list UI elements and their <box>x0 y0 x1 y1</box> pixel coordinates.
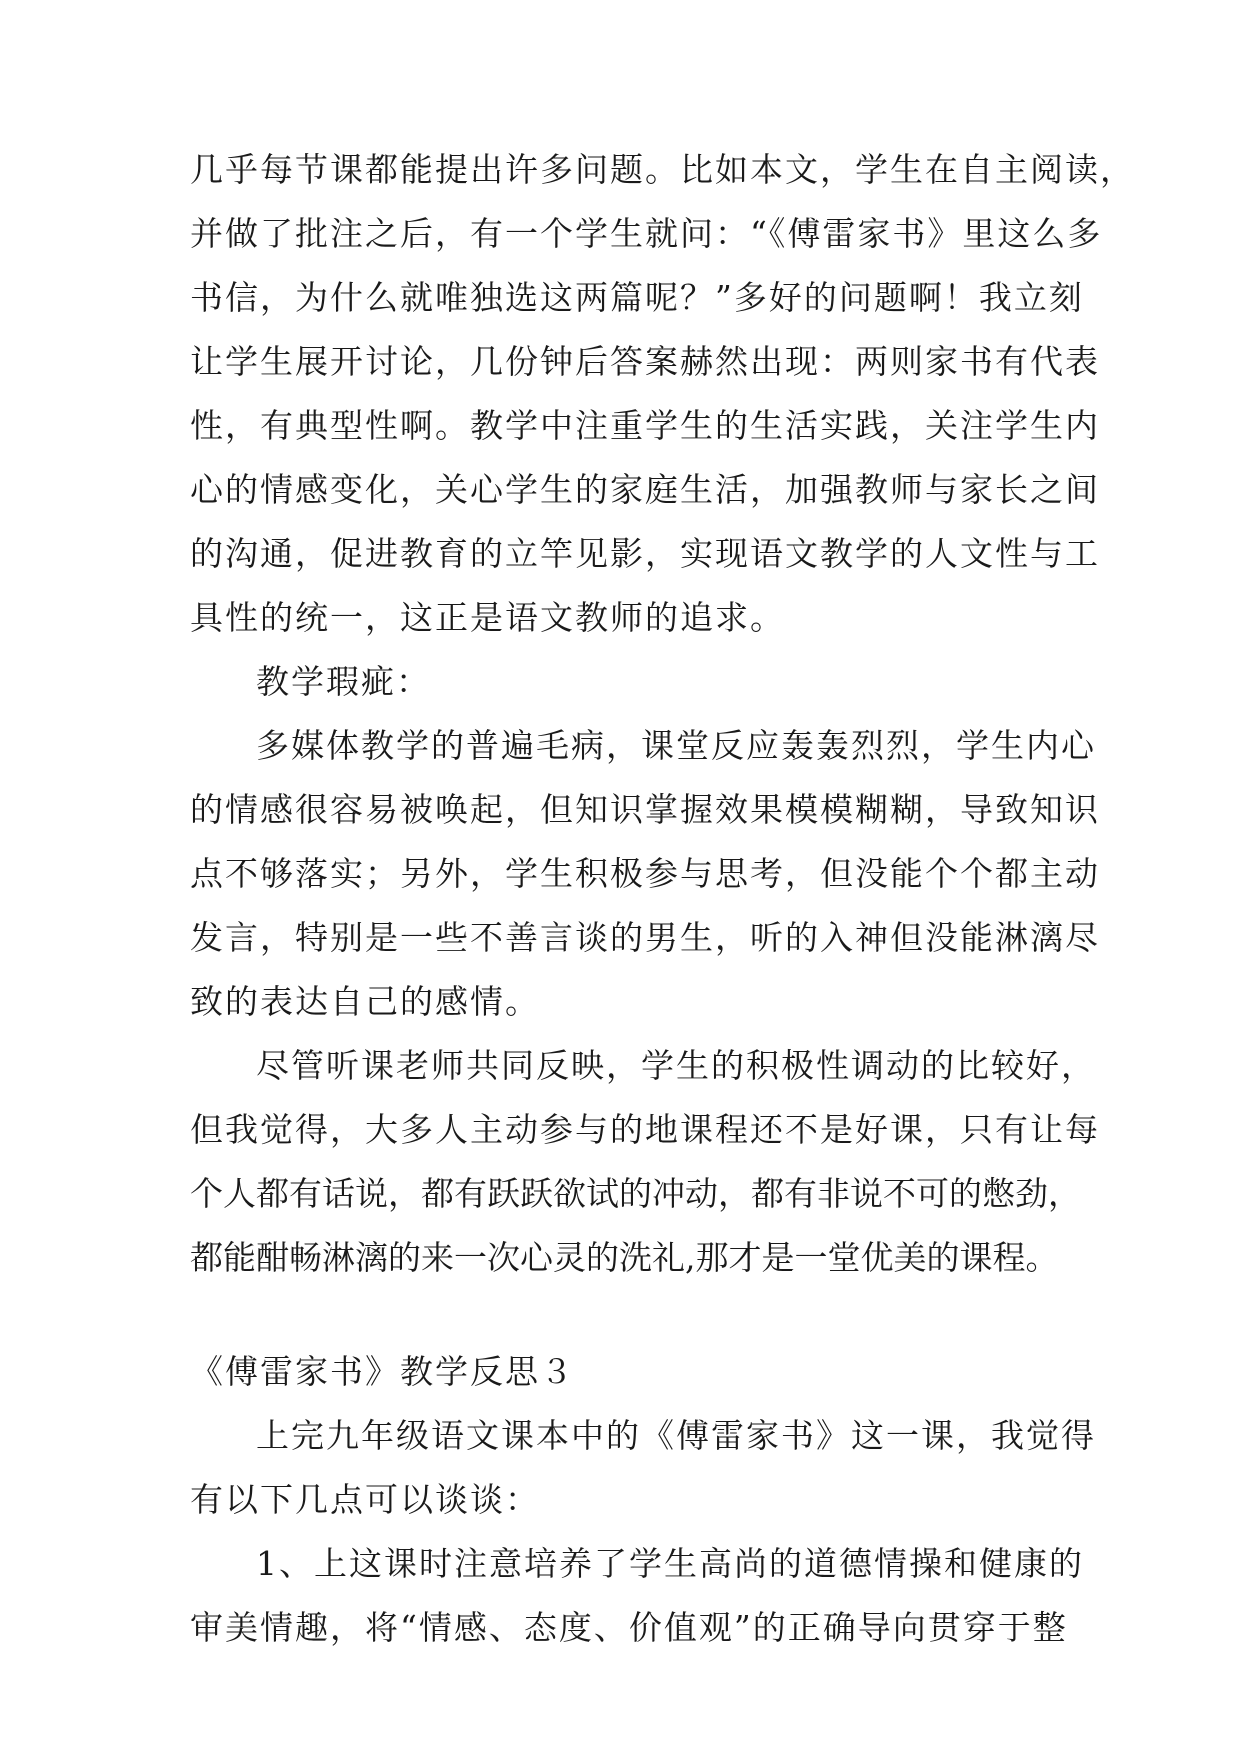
paragraph-line: 致的表达自己的感情。 <box>190 982 540 1021</box>
section-title: 《傅雷家书》教学反思３ <box>190 1352 575 1391</box>
paragraph-line: 尽管听课老师共同反映，学生的积极性调动的比较好， <box>256 1046 1096 1085</box>
paragraph-line: 上完九年级语文课本中的《傅雷家书》这一课，我觉得 <box>256 1416 1096 1455</box>
paragraph-line: 几乎每节课都能提出许多问题。比如本文，学生在自主阅读， <box>190 150 1135 189</box>
paragraph-line: 心的情感变化，关心学生的家庭生活，加强教师与家长之间 <box>190 470 1100 509</box>
paragraph-line: 点不够落实；另外，学生积极参与思考，但没能个个都主动 <box>190 854 1100 893</box>
paragraph-line: 性，有典型性啊。教学中注重学生的生活实践，关注学生内 <box>190 406 1100 445</box>
paragraph-line: 审美情趣，将“情感、态度、价值观”的正确导向贯穿于整 <box>190 1608 1068 1647</box>
paragraph-line: 多媒体教学的普遍毛病，课堂反应轰轰烈烈，学生内心 <box>256 726 1096 765</box>
paragraph-line: 1、上这课时注意培养了学生高尚的道德情操和健康的 <box>256 1544 1084 1583</box>
paragraph-line: 的情感很容易被唤起，但知识掌握效果模模糊糊，导致知识 <box>190 790 1100 829</box>
paragraph-line: 但我觉得，大多人主动参与的地课程还不是好课，只有让每 <box>190 1110 1100 1149</box>
paragraph-line: 都能酣畅淋漓的来一次心灵的洗礼,那才是一堂优美的课程。 <box>190 1238 1059 1277</box>
paragraph-line: 让学生展开讨论，几份钟后答案赫然出现：两则家书有代表 <box>190 342 1100 381</box>
paragraph-line: 并做了批注之后，有一个学生就问：“《傅雷家书》里这么多 <box>190 214 1103 253</box>
paragraph-line: 发言，特别是一些不善言谈的男生，听的入神但没能淋漓尽 <box>190 918 1100 957</box>
paragraph-line: 个人都有话说，都有跃跃欲试的冲动，都有非说不可的憋劲， <box>190 1174 1081 1213</box>
subheading: 教学瑕疵： <box>256 662 431 701</box>
paragraph-line: 有以下几点可以谈谈： <box>190 1480 540 1519</box>
paragraph-line: 书信，为什么就唯独选这两篇呢？”多好的问题啊！我立刻 <box>190 278 1084 317</box>
paragraph-line: 的沟通，促进教育的立竿见影，实现语文教学的人文性与工 <box>190 534 1100 573</box>
paragraph-line: 具性的统一，这正是语文教师的追求。 <box>190 598 785 637</box>
